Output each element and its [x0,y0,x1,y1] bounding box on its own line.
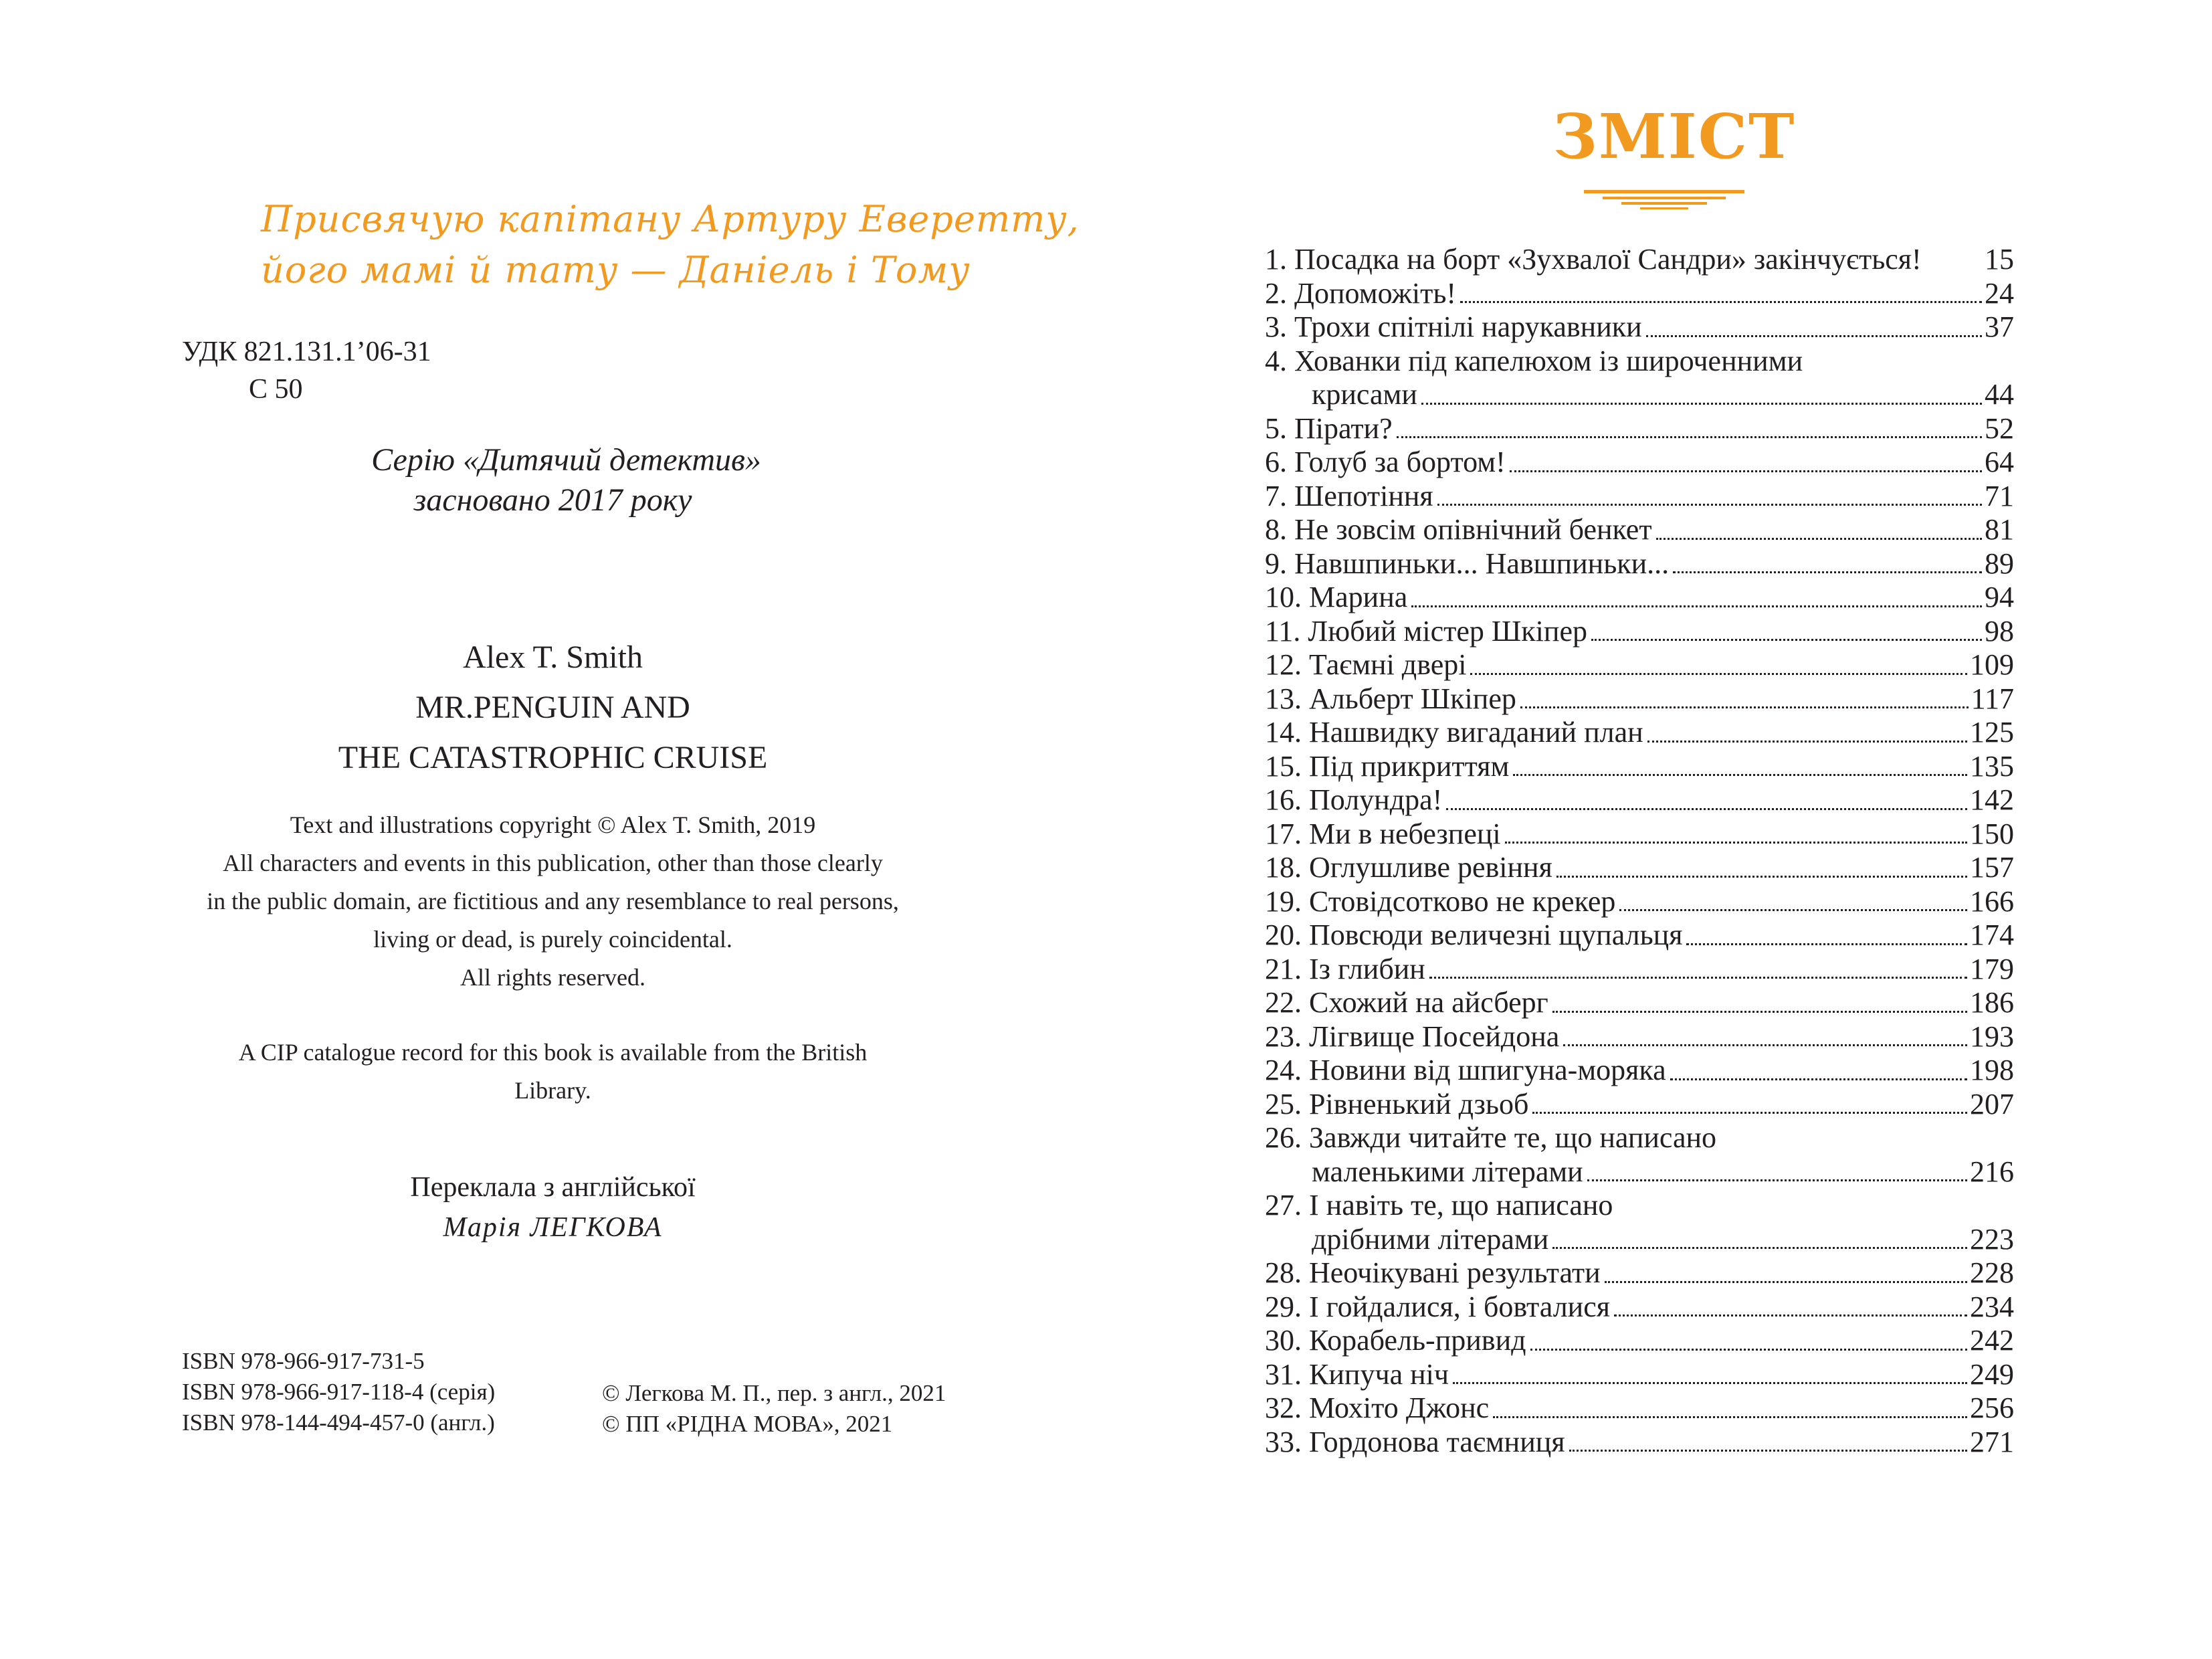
original-title-block [0,632,1106,783]
toc-entry-title: 1. Посадка на борт «Зухвалої Сандри» закінчується! [1265,243,1922,276]
toc-entry [1265,817,2014,852]
toc-entry-title: 9. Навшпиньки... Навшпиньки... [1265,547,1670,580]
toc-entry [1265,648,2014,682]
toc-entry-title: 8. Не зовсім опівнічний бенкет [1265,513,1652,546]
dot-leader [1421,403,1982,405]
toc-entry-title: 20. Повсюди величезні щупальця [1265,918,1683,951]
toc-entry-page: 207 [1970,1087,2014,1120]
toc-entry [1265,412,2014,446]
toc-entry [1265,1290,2014,1325]
translated-by: Переклала з англійської [410,1172,696,1203]
isbn-block [182,1346,495,1438]
decorative-swoosh-icon [1584,187,1744,214]
toc-entry [1265,310,2014,345]
dot-leader [1647,741,1967,743]
toc-entry-title: 21. Із глибин [1265,952,1425,985]
toc-entry-page: 64 [1985,446,2014,478]
dot-leader [1493,1416,1967,1418]
dot-leader [1411,605,1982,607]
toc-entry-title: 28. Неочікувані результати [1265,1256,1601,1289]
toc-entry-page: 223 [1970,1222,2014,1256]
toc-entry [1265,953,2014,987]
toc-entry [1265,918,2014,953]
toc-entry [1265,1256,2014,1290]
udk-block [182,333,431,408]
toc-entry-page: 135 [1970,749,2014,783]
toc-entry-page: 89 [1985,547,2014,580]
dot-leader [1520,706,1969,708]
dot-leader [1429,977,1967,979]
toc-entry-page: 71 [1985,479,2014,512]
toc-entry-title: 4. Хованки під капелюхом із широченними [1265,344,1803,377]
dot-leader [1453,1382,1967,1384]
toc-entry-page: 94 [1985,581,2014,613]
dot-leader [1656,538,1982,540]
toc-entry-page: 186 [1970,986,2014,1019]
toc-entry-title: 29. І гойдалися, і бовталися [1265,1290,1610,1323]
toc-entry-title: 22. Схожий на айсберг [1265,986,1548,1019]
toc-entry-page: 117 [1971,682,2014,715]
dot-leader [1397,436,1982,438]
dot-leader [1670,1078,1967,1080]
toc-entry-title: 6. Голуб за бортом! [1265,446,1506,478]
toc-entry [1265,581,2014,615]
toc-entry [1265,1088,2014,1122]
toc-entry-title: 2. Допоможіть! [1265,276,1457,310]
author: Alex T. Smith [463,640,643,675]
toc-entry-title: 27. І навіть те, що написано [1265,1189,1613,1222]
toc-entry-page: 125 [1970,716,2014,749]
toc-entry-title: 18. Оглушливе ревіння [1265,851,1552,884]
series-note [0,440,1106,520]
dot-leader [1552,1247,1967,1249]
toc-entry-page: 81 [1985,513,2014,546]
dot-leader [1646,335,1982,337]
dot-leader [1614,1314,1967,1316]
toc-entry-page: 52 [1985,411,2014,445]
toc-entry-title: 7. Шепотіння [1265,479,1433,512]
toc-entry-title: 33. Гордонова таємниця [1265,1425,1565,1458]
translator-name: Марія ЛЕГКОВА [443,1212,663,1243]
toc-entry-page: 242 [1970,1324,2014,1357]
toc-entry-title: 25. Рівненький дзьоб [1265,1087,1529,1120]
toc-entry-title: 10. Марина [1265,581,1408,613]
toc-entry [1265,446,2014,480]
dot-leader [1556,876,1967,878]
cip-line: Library. [514,1077,591,1104]
toc-entry-page: 198 [1970,1054,2014,1086]
toc-entry-title: 15. Під прикриттям [1265,749,1510,783]
isbn-line: ISBN 978-966-917-118-4 (серія) [182,1379,496,1405]
copyright-line: All characters and events in this publication, other than those clearly [223,850,883,876]
toc-entry-title: 16. Полундра! [1265,783,1443,816]
toc-entry-page: 234 [1970,1290,2014,1323]
toc-entry-title: 30. Корабель-привид [1265,1324,1526,1357]
toc-entry-page: 174 [1970,918,2014,951]
toc-entry-page: 15 [1985,243,2014,276]
toc-entry-page: 249 [1970,1357,2014,1391]
toc-entry-title: 23. Лігвище Посейдона [1265,1019,1560,1053]
toc-entry [1265,1155,2014,1189]
toc-entry [1265,1324,2014,1358]
udk-code: УДК 821.131.1’06-31 [182,336,431,367]
toc-entry [1265,480,2014,514]
copyright-line: Text and illustrations copyright © Alex T. Smith, 2019 [290,811,816,838]
copyright-line: living or dead, is purely coincidental. [373,926,732,953]
rights-line: © Легкова М. П., пер. з англ., 2021 [602,1380,946,1406]
toc-entry-page: 37 [1985,310,2014,343]
toc-entry [1265,1391,2014,1426]
toc-entry-page: 228 [1970,1256,2014,1289]
toc-entry-page: 24 [1985,276,2014,310]
toc-entry-title: дрібними літерами [1312,1222,1549,1256]
dot-leader [1686,943,1967,945]
original-title: MR.PENGUIN AND [415,690,690,725]
toc-entry [1265,547,2014,581]
toc-title: ЗМІСТ [1552,100,1796,173]
dot-leader [1505,842,1967,844]
toc-entry-page: 142 [1970,783,2014,816]
cip-line: A CIP catalogue record for this book is available from the British [238,1039,868,1066]
toc-entry-title: 12. Таємні двері [1265,648,1467,681]
isbn-line: ISBN 978-144-494-457-0 (англ.) [182,1409,495,1436]
dot-leader [1510,470,1982,472]
copyright-notice [0,806,1106,997]
toc-entry-page: 193 [1970,1019,2014,1053]
dot-leader [1605,1281,1967,1283]
dot-leader [1530,1349,1968,1351]
toc-entry [1265,682,2014,716]
cip-notice [0,1034,1106,1110]
dot-leader [1446,808,1967,810]
toc-entry [1265,277,2014,311]
toc-entry-page: 98 [1985,614,2014,648]
dot-leader [1591,639,1982,641]
toc-entry-page: 150 [1970,817,2014,850]
toc-entry-page: 271 [1970,1425,2014,1458]
dot-leader [1673,571,1982,573]
dot-leader [1470,673,1967,675]
copyright-line: in the public domain, are fictitious and any resemblance to real persons, [207,888,899,914]
toc-entry-page: 256 [1970,1391,2014,1424]
series-line: засновано 2017 року [413,482,692,518]
udk-class: С 50 [249,374,303,405]
toc-entry-title: 17. Ми в небезпеці [1265,817,1501,850]
dot-leader [1563,1044,1967,1046]
toc-entry [1265,986,2014,1020]
toc-entry [1265,1020,2014,1054]
copyright-line: All rights reserved. [460,964,645,991]
toc-entry-title: 3. Трохи спітнілі нарукавники [1265,310,1642,343]
toc-entry-title: 31. Кипуча ніч [1265,1357,1449,1391]
dot-leader [1437,504,1982,506]
toc-entry [1265,1223,2014,1257]
toc-entry-page: 216 [1970,1155,2014,1188]
toc-entry [1265,1054,2014,1088]
right-page [1106,0,2212,1659]
toc-entry-title: 26. Завжди читайте те, що написано [1265,1121,1717,1154]
toc-entry [1265,716,2014,750]
translator-block [0,1167,1106,1248]
toc-entry [1265,885,2014,919]
toc-entry-page: 179 [1970,952,2014,985]
toc-entry-title: 13. Альберт Шкіпер [1265,682,1516,715]
dot-leader [1619,909,1967,911]
table-of-contents [1265,243,2014,1459]
series-line: Серію «Дитячий детектив» [371,442,761,478]
toc-entry [1265,1358,2014,1392]
toc-entry-title: 11. Любий містер Шкіпер [1265,614,1587,648]
toc-entry [1265,783,2014,817]
toc-entry-title: 5. Пірати? [1265,411,1393,445]
toc-entry-title: 19. Стовідсотково не крекер [1265,884,1616,918]
toc-entry-title: маленькими літерами [1312,1155,1583,1188]
dedication-line: Присвячую капітану Артуру Еверетту, [261,198,1080,240]
dot-leader [1552,1011,1967,1013]
toc-entry [1265,750,2014,784]
toc-entry [1265,1426,2014,1460]
dot-leader [1569,1450,1967,1452]
rights-line: © ПП «РІДНА МОВА», 2021 [602,1411,893,1437]
dot-leader [1587,1179,1967,1181]
toc-entry-title: 14. Нашвидку вигаданий план [1265,716,1643,749]
toc-entry [1265,513,2014,547]
toc-entry-page: 109 [1970,648,2014,681]
toc-entry [1265,378,2014,412]
isbn-line: ISBN 978-966-917-731-5 [182,1348,425,1374]
dedication-line: його мамі й тату — Даніель і Тому [261,249,971,291]
toc-entry-title: 24. Новини від шпигуна-моряка [1265,1054,1666,1086]
toc-entry-title: 32. Мохіто Джонс [1265,1391,1490,1424]
toc-entry-page: 157 [1970,851,2014,884]
dot-leader [1532,1112,1967,1114]
dot-leader [1513,774,1967,776]
toc-entry [1265,851,2014,885]
toc-entry [1265,243,2014,277]
dedication [261,194,1080,296]
toc-entry-title: крисами [1312,378,1417,411]
toc-entry-page: 44 [1985,378,2014,411]
rights-block [602,1378,946,1440]
original-title: THE CATASTROPHIC CRUISE [338,740,768,775]
toc-entry [1265,615,2014,649]
toc-entry-page: 166 [1970,884,2014,918]
dot-leader [1460,301,1982,303]
